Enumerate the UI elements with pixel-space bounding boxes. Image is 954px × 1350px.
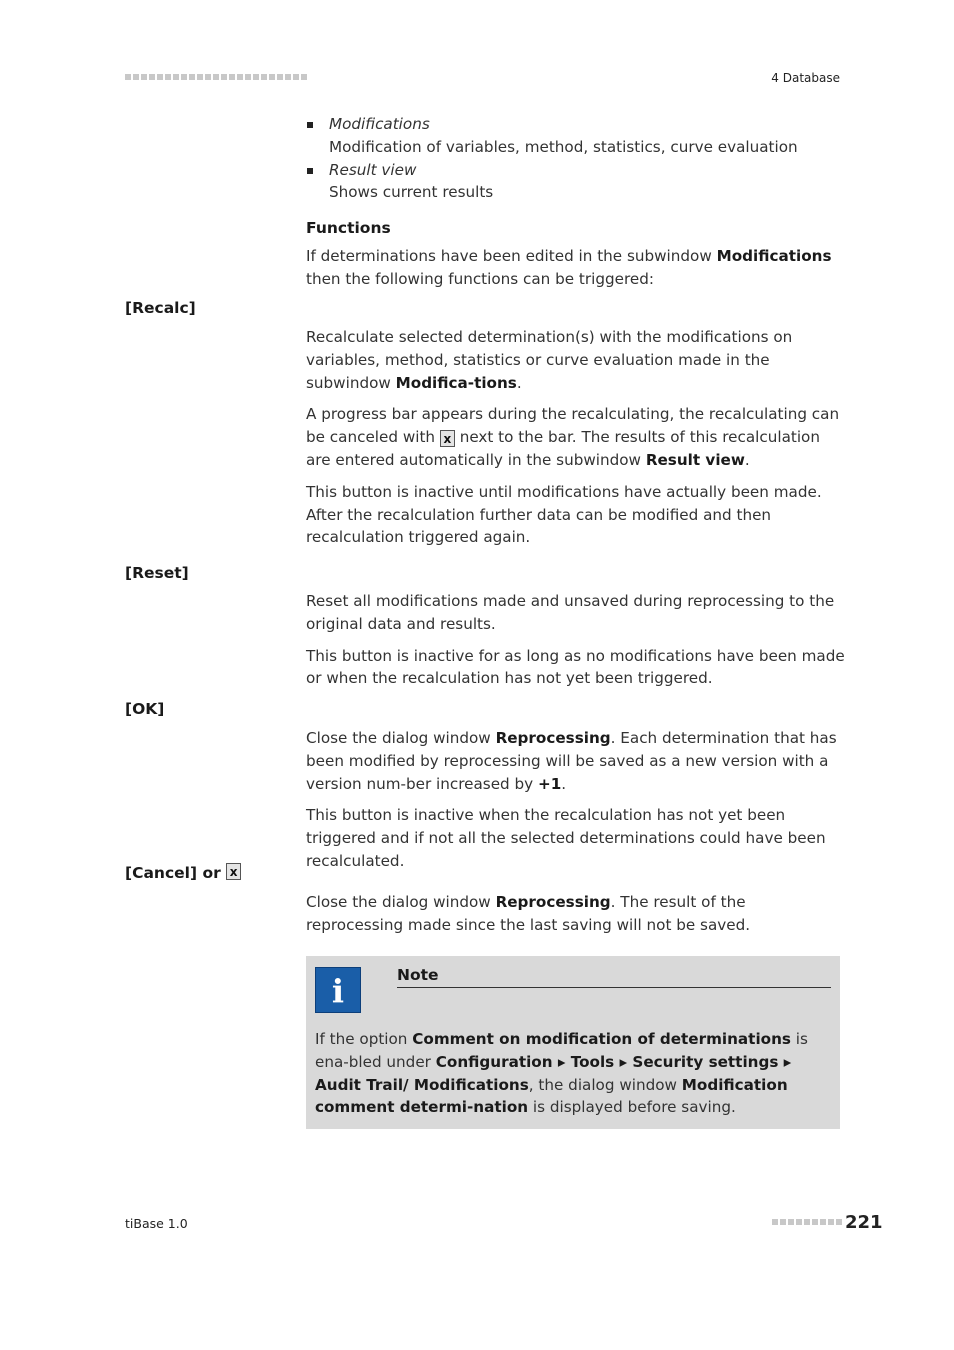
product-name: tiBase 1.0: [125, 1216, 188, 1231]
paragraph: This button is inactive for as long as no modifications have been made or when the recalculation has not yet been triggered.: [306, 646, 845, 688]
cancel-description: [306, 891, 846, 937]
ok-description: [306, 727, 846, 873]
list-item: [306, 159, 846, 205]
reset-description: [306, 590, 846, 690]
list-item-desc: Shows current results: [329, 183, 494, 202]
paragraph: This button is inactive when the recalculation has not yet been triggered and if not all the selected determinations could have been recalculated.: [306, 806, 826, 870]
recalc-description: [306, 326, 846, 549]
reset-label: [Reset]: [125, 564, 189, 582]
note-title: Note: [397, 966, 439, 984]
list-item-title: Result view: [329, 160, 417, 179]
functions-intro: If determinations have been edited in the subwindow Modifications then the following functions can be triggered:: [306, 246, 832, 288]
note-text: If the option Comment on modification of determinations is ena-bled under Configuration ▸ Tools ▸ Security settings ▸ Audit Trail/ Modifications, the dialog window Modification comment determi-nation is displayed before saving.: [315, 1030, 808, 1117]
paragraph: Recalculate selected determination(s) with the modifications on variables, method, statistics or curve evaluation made in the subwindow Modifica-tions.: [306, 328, 793, 392]
paragraph: This button is inactive until modifications have actually been made. After the recalculation further data can be modified and then recalculation triggered again.: [306, 482, 822, 547]
recalc-label: [Recalc]: [125, 299, 196, 317]
footer-decoration: [772, 1218, 842, 1225]
info-icon: i: [315, 967, 361, 1013]
page-number: 221: [845, 1212, 883, 1233]
ok-label: [OK]: [125, 700, 165, 718]
paragraph: Close the dialog window Reprocessing. The result of the reprocessing made since the last saving will not be saved.: [306, 893, 751, 934]
list-item-title: Modifications: [329, 115, 430, 133]
section-heading: Functions: [306, 219, 391, 237]
paragraph: Close the dialog window Reprocessing. Each determination that has been modified by reprocessing will be saved as a new version with a version num-ber increased by +1.: [306, 729, 837, 793]
header-decoration: [125, 73, 307, 82]
functions-section: [306, 217, 846, 290]
chapter-title: 4 Database: [771, 71, 840, 85]
cancel-label: [125, 863, 241, 882]
note-box: [306, 956, 840, 1129]
cancel-label-text: [Cancel] or: [125, 864, 221, 882]
list-item-desc: Modification of variables, method, statistics, curve evaluation: [329, 137, 798, 156]
note-divider: [397, 987, 831, 988]
close-x-icon: x: [440, 430, 455, 447]
bullet-list: [306, 113, 846, 204]
close-x-icon: x: [226, 863, 241, 880]
paragraph: Reset all modifications made and unsaved during reprocessing to the original data and results.: [306, 592, 835, 633]
paragraph: A progress bar appears during the recalculating, the recalculating can be canceled with x next to the bar. The results of this recalculation are entered automatically in the subwindow Result view.: [306, 405, 840, 469]
list-item: [306, 113, 846, 159]
